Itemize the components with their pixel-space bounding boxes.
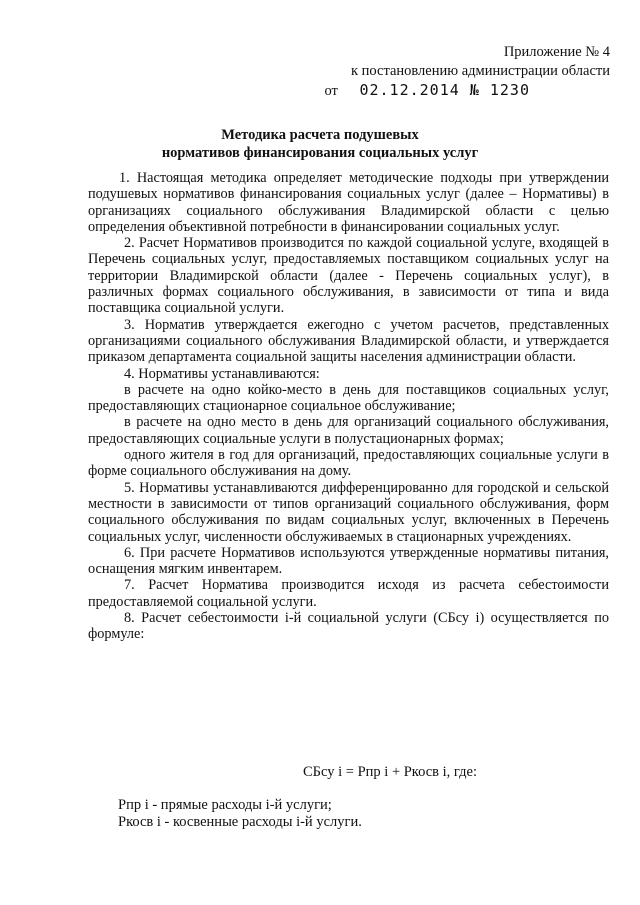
decree-date-line	[324, 82, 530, 100]
paragraph-4-item-1: в расчете на одно койко-место в день для поставщиков социальных услуг, предоставляющих стационарное социальное обслуживание;	[88, 381, 609, 415]
paragraph-4-item-2: в расчете на одно место в день для организаций социального обслуживания, предоставляющих социальные услуги в полустационарных формах;	[88, 414, 609, 447]
paragraph-1: 1. Настоящая методика определяет методические подходы при утверждении подушевых нормативов финансирования социальных услуг (далее – Нормативы) в организациях социального обслуживания Владимирской области с целью определения объективной потребности в финансировании социальных услуг.	[88, 170, 609, 235]
paragraph-4-item-3: одного жителя в год для организаций, предоставляющих социальные услуги в форме социального обслуживания на дому.	[88, 447, 609, 480]
document-body	[88, 170, 609, 643]
paragraph-8: 8. Расчет себестоимости i-й социальной услуги (СБсу i) осуществляется по формуле:	[88, 610, 609, 643]
paragraph-6: 6. При расчете Нормативов используются утвержденные нормативы питания, оснащения мягким инвентарем.	[88, 544, 609, 578]
from-label: от	[324, 83, 338, 99]
decree-reference: к постановлению администрации области	[350, 63, 610, 79]
paragraph-7: 7. Расчет Норматива производится исходя из расчета себестоимости предоставляемой социальной услуги.	[88, 577, 609, 610]
paragraph-5: 5. Нормативы устанавливаются дифференцированно для городской и сельской местности в зависимости от типов организаций социального обслуживания, форм социального обслуживания по видам социальных услуг, включенных в Перечень социальных услуг, численности обслуживаемых в стационарных учреждениях.	[88, 479, 609, 545]
paragraph-3: 3. Норматив утверждается ежегодно с учетом расчетов, представленных организациями социального обслуживания Владимирской области, и утверждается приказом департамента социальной защиты населения администрации области.	[88, 316, 609, 366]
cost-formula: СБсу i = Рпр i + Ркосв i, где:	[303, 764, 477, 780]
appendix-number: Приложение № 4	[503, 44, 610, 60]
document-title-line1: Методика расчета подушевых	[221, 127, 419, 143]
formula-legend-direct-costs: Рпр i - прямые расходы i-й услуги;	[118, 797, 332, 813]
formula-legend-indirect-costs: Ркосв i - косвенные расходы i-й услуги.	[118, 814, 362, 830]
paragraph-2: 2. Расчет Нормативов производится по каждой социальной услуге, входящей в Перечень социальных услуг, предоставляемых поставщиком социальных услуг на территории Владимирской области (далее - Перечень социальных услуг), в различных формах социального обслуживания, в зависимости от типа и вида поставщика социальной услуги.	[88, 235, 609, 317]
document-title-line2: нормативов финансирования социальных услуг	[161, 145, 479, 161]
decree-date-number: 02.12.2014 № 1230	[359, 81, 530, 99]
paragraph-4: 4. Нормативы устанавливаются:	[124, 365, 320, 382]
